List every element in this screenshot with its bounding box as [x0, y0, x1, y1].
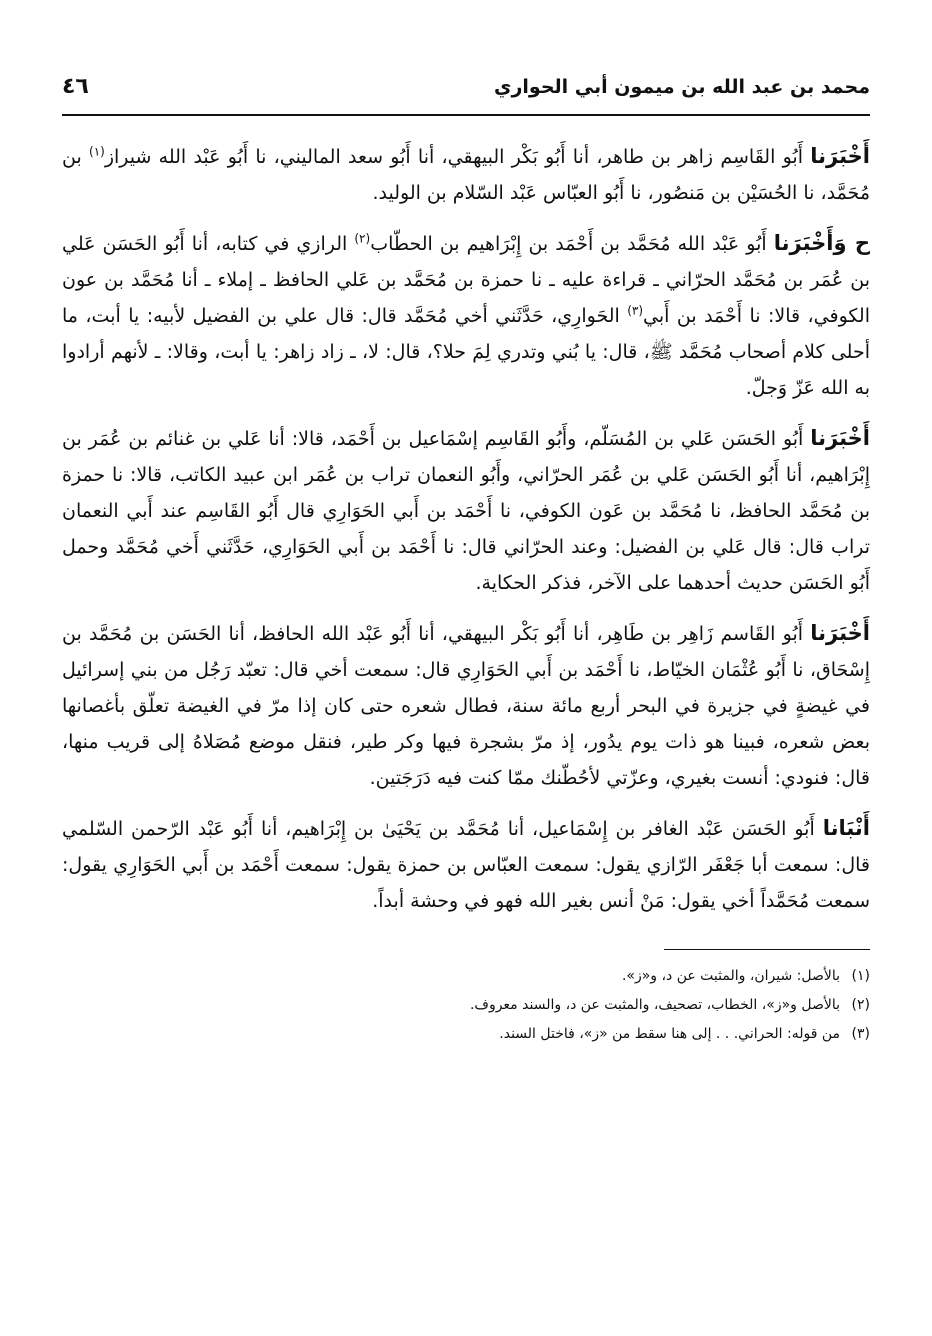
- footnotes: [62, 962, 870, 1049]
- paragraph-5: [62, 810, 870, 919]
- footnote-1: [62, 962, 870, 991]
- paragraph-2: [62, 225, 870, 406]
- paragraph-text: أَبُو الحَسَن عَبْد الغافر بن إِسْمَاعيل، أنا مُحَمَّد بن يَحْيَىٰ بن إِبْرَاهيم، أنا أَبُو عَبْد الرّحمن السّلمي قال: سمعت أبا جَعْفَر الرّازي يقول: سمعت العبّاس بن حمزة يقول: سمعت أَحْمَد بن أَبي الحَوَارِي يقول: سمعت مُحَمَّداً أخي يقول: مَنْ أنس بغير الله فهو في وحشة أبداً.: [62, 818, 870, 912]
- body-text: [62, 138, 870, 919]
- footnote-number: (٢): [851, 997, 870, 1013]
- footnote-separator-wrap: [62, 949, 870, 950]
- paragraph-text: أَبُو عَبْد الله مُحَمَّد بن أَحْمَد بن إِبْرَاهيم بن الحطّاب: [370, 233, 774, 255]
- paragraph-text: أَبُو القَاسِم زاهر بن طاهر، أنا أَبُو بَكْر البيهقي، أنا أَبُو سعد الماليني، نا أَبُو عَبْد الله شيراز: [104, 146, 811, 168]
- paragraph-lead: أَخْبَرَنا: [810, 144, 870, 168]
- footnote-separator: [664, 949, 870, 950]
- paragraph-1: [62, 138, 870, 211]
- paragraph-text: الرازي في كتابه، أنا أَبُو الحَسَن عَلي بن عُمَر بن مُحَمَّد الحرّاني ـ قراءة عليه ـ نا حمزة بن مُحَمَّد بن عَلي الحافظ ـ إملاء ـ أنا مُحَمَّد بن عون الكوفي، قالا: نا أَحْمَد بن أَبي: [62, 233, 870, 327]
- paragraph-lead: أَخْبَرَنا: [810, 426, 870, 450]
- paragraph-text: الحَوارِي، حَدَّثَني أخي مُحَمَّد قال: قال علي بن الفضيل لأبيه: يا أبت، ما أحلى كلام أصحاب مُحَمَّد ﷺ، قال: يا بُني وتدري لِمَ حلا؟، قال: لا، ـ زاد زاهر: يا أبت، وقالا: ـ لأنهم أرادوا به الله عَزّ وَجلّ.: [62, 305, 870, 399]
- footnote-marker: (١): [89, 144, 105, 159]
- running-header: [62, 70, 870, 116]
- paragraph-lead: أَخْبَرَنا: [810, 621, 870, 645]
- paragraph-4: [62, 615, 870, 796]
- paragraph-lead: ح وَأَخْبَرَنا: [773, 231, 870, 255]
- paragraph-text: أَبُو الحَسَن عَلي بن المُسَلّم، وأَبُو القَاسِم إسْمَاعيل بن أَحْمَد، قالا: أنا عَلي بن غنائم بن عُمَر بن إِبْرَاهيم، أنا أَبُو الحَسَن عَلي بن عُمَر الحرّاني، وأَبُو النعمان تراب بن عُمَر ابن عبيد الكاتب، قالا: نا حمزة بن مُحَمَّد الحافظ، نا مُحَمَّد بن عَون الكوفي، نا أَحْمَد بن أَبي الحَوَارِي قال أَبُو القَاسِم عند أَبي النعمان تراب قال: قال عَلي بن الفضيل: وعند الحرّاني قال: نا أَحْمَد بن أَبي الحَوَارِي، حَدَّثَني أَخي مُحَمَّد وحمل أَبُو الحَسَن حديث أحدهما على الآخر، فذكر الحكاية.: [62, 428, 870, 594]
- footnote-number: (٣): [851, 1026, 870, 1042]
- footnote-marker: (٣): [627, 303, 644, 318]
- footnote-2: [62, 991, 870, 1020]
- footnote-number: (١): [851, 968, 870, 984]
- footnote-text: بالأصل: شيران، والمثبت عن د، و«ز».: [621, 968, 840, 984]
- running-title: محمد بن عبد الله بن ميمون أبي الحواري: [494, 76, 870, 98]
- footnote-3: [62, 1020, 870, 1049]
- paragraph-lead: أَنْبَانا: [822, 816, 870, 840]
- footnote-text: من قوله: الحراني. . . إلى هنا سقط من «ز»، فاختل السند.: [499, 1026, 840, 1042]
- paragraph-text: بن مُحَمَّد، نا الحُسَيْن بن مَنصُور، نا أَبُو العبّاس عَبْد السّلام بن الوليد.: [62, 146, 870, 204]
- footnote-text: بالأصل و«ز»، الخطاب، تصحيف، والمثبت عن د، والسند معروف.: [469, 997, 840, 1013]
- page-number: ٤٦: [62, 74, 89, 99]
- paragraph-3: [62, 420, 870, 601]
- footnote-marker: (٢): [354, 231, 371, 246]
- book-page: [62, 70, 870, 1300]
- paragraph-text: أَبُو القَاسم زَاهِر بن طَاهِر، أنا أَبُو بَكْر البيهقي، أنا أَبُو عَبْد الله الحافظ، أنا الحَسَن بن مُحَمَّد بن إِسْحَاق، نا أَبُو عُثْمَان الخيّاط، نا أَحْمَد بن أَبي الحَوَارِي قال: سمعت أخي قال: تعبّد رَجُل من بني إسرائيل في غيضةٍ في جزيرة في البحر أربع مائة سنة، فطال شعره حتى كان إذا مرّ في الغيضة تعلّق بأغصانها بعض شعره، فبينا هو ذات يوم يدُور، إذ مرّ بشجرة فيها وكر طير، فنقل موضع مُصَلاهُ إلى قريب منها، قال: فنودي: أنست بغيري، وعزّتي لأحُطّنك ممّا كنت فيه دَرَجَتين.: [62, 623, 870, 789]
